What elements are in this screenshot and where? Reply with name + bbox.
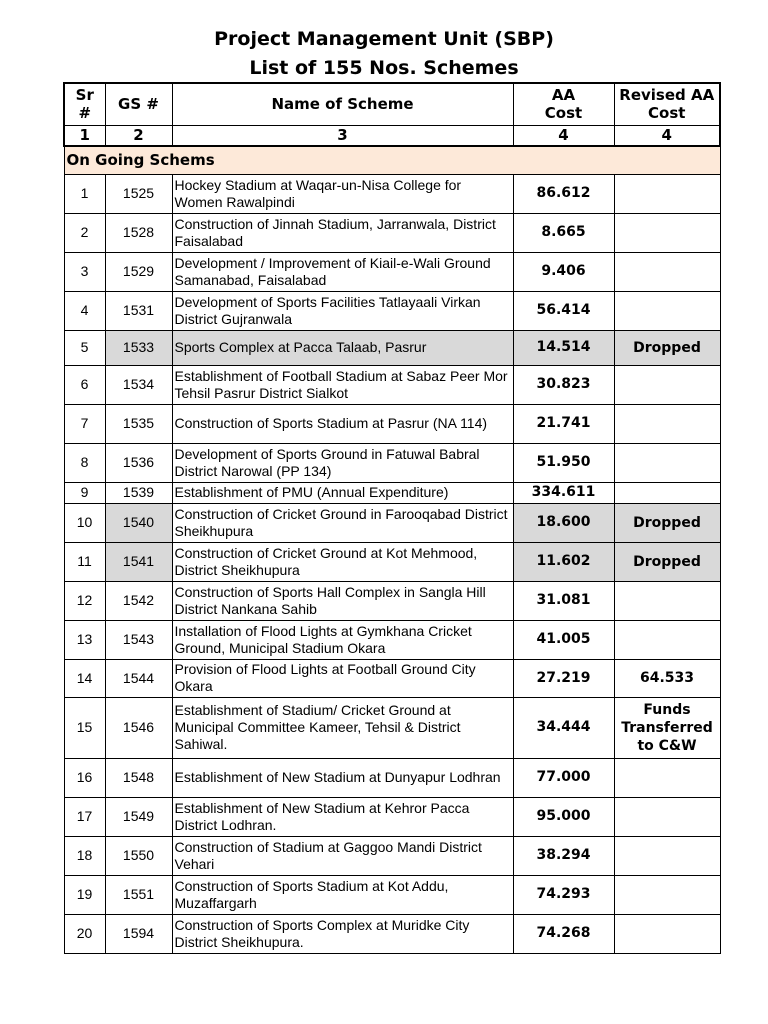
table-row xyxy=(64,174,720,213)
sr-cell: 14 xyxy=(64,659,105,697)
aa-cost-cell: 27.219 xyxy=(513,659,614,697)
revised-aa-cost-cell: Dropped xyxy=(614,503,720,542)
revised-aa-cost-cell xyxy=(614,213,720,252)
table-row xyxy=(64,797,720,836)
scheme-name-cell: Construction of Cricket Ground in Farooqabad District Sheikhupura xyxy=(172,503,513,542)
aa-cost-cell: 11.602 xyxy=(513,542,614,581)
gs-cell: 1542 xyxy=(105,581,172,620)
gs-cell: 1533 xyxy=(105,330,172,365)
scheme-name-cell: Construction of Cricket Ground at Kot Mehmood, District Sheikhupura xyxy=(172,542,513,581)
table-row xyxy=(64,291,720,330)
gs-cell: 1550 xyxy=(105,836,172,875)
gs-cell: 1536 xyxy=(105,443,172,482)
header-gs: GS # xyxy=(105,83,172,125)
revised-aa-cost-cell xyxy=(614,291,720,330)
aa-cost-cell: 34.444 xyxy=(513,697,614,758)
gs-cell: 1525 xyxy=(105,174,172,213)
table-row xyxy=(64,659,720,697)
aa-cost-cell: 56.414 xyxy=(513,291,614,330)
sr-cell: 15 xyxy=(64,697,105,758)
revised-aa-cost-cell: Dropped xyxy=(614,542,720,581)
table-row xyxy=(64,365,720,404)
aa-cost-cell: 334.611 xyxy=(513,482,614,503)
scheme-name-cell: Installation of Flood Lights at Gymkhana Cricket Ground, Municipal Stadium Okara xyxy=(172,620,513,659)
gs-cell: 1528 xyxy=(105,213,172,252)
scheme-name-cell: Establishment of New Stadium at Kehror Pacca District Lodhran. xyxy=(172,797,513,836)
gs-cell: 1541 xyxy=(105,542,172,581)
revised-aa-cost-cell xyxy=(614,365,720,404)
sr-cell: 17 xyxy=(64,797,105,836)
scheme-name-cell: Construction of Sports Complex at Muridke City District Sheikhupura. xyxy=(172,914,513,953)
table-row xyxy=(64,404,720,443)
aa-cost-cell: 77.000 xyxy=(513,758,614,797)
table-row xyxy=(64,503,720,542)
gs-cell: 1546 xyxy=(105,697,172,758)
sr-cell: 19 xyxy=(64,875,105,914)
column-number: 4 xyxy=(614,125,720,146)
gs-cell: 1543 xyxy=(105,620,172,659)
aa-cost-cell: 51.950 xyxy=(513,443,614,482)
revised-aa-cost-cell xyxy=(614,620,720,659)
scheme-name-cell: Construction of Sports Hall Complex in Sangla Hill District Nankana Sahib xyxy=(172,581,513,620)
gs-cell: 1535 xyxy=(105,404,172,443)
scheme-name-cell: Establishment of Stadium/ Cricket Ground at Municipal Committee Kameer, Tehsil & District Sahiwal. xyxy=(172,697,513,758)
scheme-name-cell: Construction of Sports Stadium at Kot Addu, Muzaffargarh xyxy=(172,875,513,914)
aa-cost-cell: 38.294 xyxy=(513,836,614,875)
revised-aa-cost-cell xyxy=(614,252,720,291)
aa-cost-cell: 8.665 xyxy=(513,213,614,252)
scheme-name-cell: Hockey Stadium at Waqar-un-Nisa College for Women Rawalpindi xyxy=(172,174,513,213)
sr-cell: 9 xyxy=(64,482,105,503)
column-number: 4 xyxy=(513,125,614,146)
sr-cell: 20 xyxy=(64,914,105,953)
sr-cell: 11 xyxy=(64,542,105,581)
revised-aa-cost-cell xyxy=(614,836,720,875)
aa-cost-cell: 21.741 xyxy=(513,404,614,443)
gs-cell: 1539 xyxy=(105,482,172,503)
revised-aa-cost-cell: 64.533 xyxy=(614,659,720,697)
scheme-name-cell: Sports Complex at Pacca Talaab, Pasrur xyxy=(172,330,513,365)
revised-aa-cost-cell xyxy=(614,482,720,503)
gs-cell: 1534 xyxy=(105,365,172,404)
sr-cell: 5 xyxy=(64,330,105,365)
gs-cell: 1549 xyxy=(105,797,172,836)
table-row xyxy=(64,875,720,914)
document-title: Project Management Unit (SBP) xyxy=(214,28,554,50)
scheme-name-cell: Construction of Sports Stadium at Pasrur (NA 114) xyxy=(172,404,513,443)
column-number: 2 xyxy=(105,125,172,146)
table-row xyxy=(64,836,720,875)
scheme-name-cell: Development / Improvement of Kiail-e-Wali Ground Samanabad, Faisalabad xyxy=(172,252,513,291)
table-row xyxy=(64,914,720,953)
aa-cost-cell: 9.406 xyxy=(513,252,614,291)
section-title: On Going Schems xyxy=(64,146,720,175)
sr-cell: 4 xyxy=(64,291,105,330)
header-sr: Sr # xyxy=(64,83,105,125)
scheme-name-cell: Development of Sports Ground in Fatuwal Babral District Narowal (PP 134) xyxy=(172,443,513,482)
table-row xyxy=(64,482,720,503)
column-number: 3 xyxy=(172,125,513,146)
sr-cell: 2 xyxy=(64,213,105,252)
gs-cell: 1544 xyxy=(105,659,172,697)
scheme-name-cell: Construction of Stadium at Gaggoo Mandi District Vehari xyxy=(172,836,513,875)
document-subtitle: List of 155 Nos. Schemes xyxy=(249,57,519,79)
revised-aa-cost-cell: Funds Transferred to C&W xyxy=(614,697,720,758)
table-row xyxy=(64,252,720,291)
gs-cell: 1548 xyxy=(105,758,172,797)
aa-cost-cell: 14.514 xyxy=(513,330,614,365)
revised-aa-cost-cell xyxy=(614,404,720,443)
aa-cost-cell: 95.000 xyxy=(513,797,614,836)
column-number: 1 xyxy=(64,125,105,146)
sr-cell: 16 xyxy=(64,758,105,797)
sr-cell: 10 xyxy=(64,503,105,542)
table-row xyxy=(64,697,720,758)
schemes-table xyxy=(63,82,721,954)
revised-aa-cost-cell xyxy=(614,174,720,213)
table-row xyxy=(64,542,720,581)
revised-aa-cost-cell xyxy=(614,875,720,914)
sr-cell: 3 xyxy=(64,252,105,291)
gs-cell: 1531 xyxy=(105,291,172,330)
header-name: Name of Scheme xyxy=(172,83,513,125)
revised-aa-cost-cell xyxy=(614,758,720,797)
table-row xyxy=(64,443,720,482)
revised-aa-cost-cell xyxy=(614,797,720,836)
revised-aa-cost-cell: Dropped xyxy=(614,330,720,365)
sr-cell: 7 xyxy=(64,404,105,443)
revised-aa-cost-cell xyxy=(614,443,720,482)
sr-cell: 12 xyxy=(64,581,105,620)
table-row xyxy=(64,758,720,797)
revised-aa-cost-cell xyxy=(614,581,720,620)
table-row xyxy=(64,330,720,365)
gs-cell: 1540 xyxy=(105,503,172,542)
gs-cell: 1551 xyxy=(105,875,172,914)
aa-cost-cell: 74.293 xyxy=(513,875,614,914)
scheme-name-cell: Provision of Flood Lights at Football Ground City Okara xyxy=(172,659,513,697)
aa-cost-cell: 18.600 xyxy=(513,503,614,542)
table-row xyxy=(64,620,720,659)
table-row xyxy=(64,213,720,252)
scheme-name-cell: Construction of Jinnah Stadium, Jarranwala, District Faisalabad xyxy=(172,213,513,252)
aa-cost-cell: 74.268 xyxy=(513,914,614,953)
sr-cell: 1 xyxy=(64,174,105,213)
header-revised-aa-cost: Revised AA Cost xyxy=(614,83,720,125)
aa-cost-cell: 30.823 xyxy=(513,365,614,404)
aa-cost-cell: 31.081 xyxy=(513,581,614,620)
aa-cost-cell: 86.612 xyxy=(513,174,614,213)
sr-cell: 8 xyxy=(64,443,105,482)
sr-cell: 18 xyxy=(64,836,105,875)
sr-cell: 13 xyxy=(64,620,105,659)
revised-aa-cost-cell xyxy=(614,914,720,953)
header-aa-cost: AA Cost xyxy=(513,83,614,125)
aa-cost-cell: 41.005 xyxy=(513,620,614,659)
table-row xyxy=(64,581,720,620)
scheme-name-cell: Development of Sports Facilities Tatlayaali Virkan District Gujranwala xyxy=(172,291,513,330)
scheme-name-cell: Establishment of New Stadium at Dunyapur Lodhran xyxy=(172,758,513,797)
scheme-name-cell: Establishment of PMU (Annual Expenditure) xyxy=(172,482,513,503)
scheme-name-cell: Establishment of Football Stadium at Sabaz Peer Mor Tehsil Pasrur District Sialkot xyxy=(172,365,513,404)
sr-cell: 6 xyxy=(64,365,105,404)
gs-cell: 1594 xyxy=(105,914,172,953)
gs-cell: 1529 xyxy=(105,252,172,291)
